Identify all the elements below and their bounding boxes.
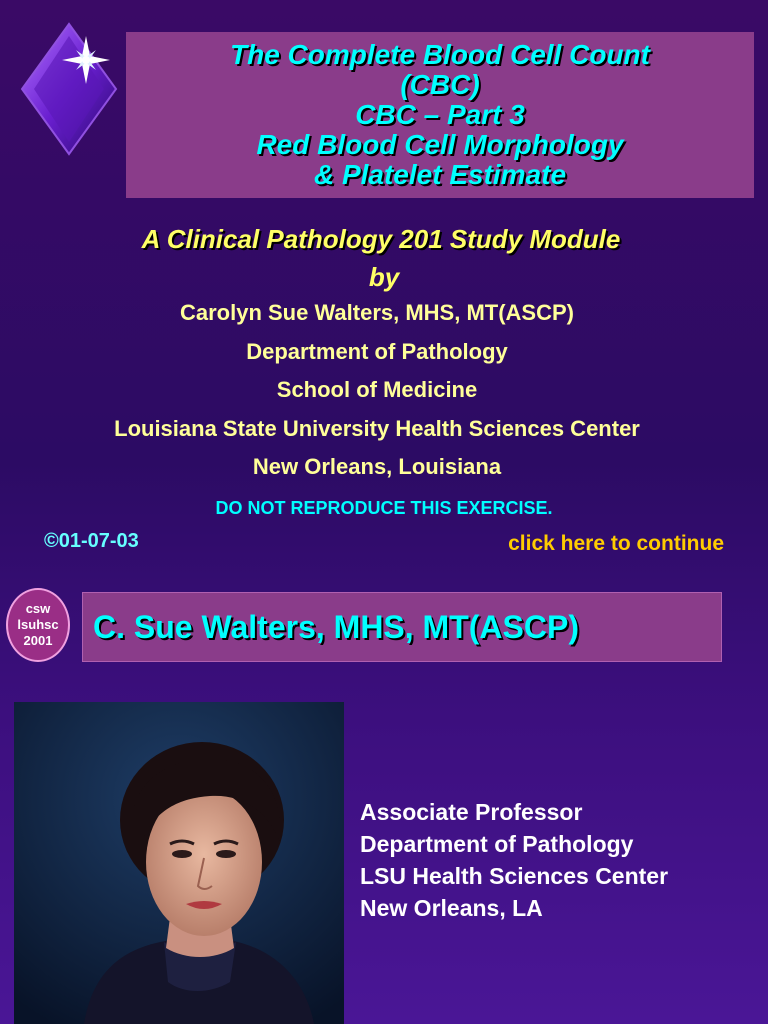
- badge-line: 2001: [23, 633, 53, 648]
- module-title: A Clinical Pathology 201 Study Module: [141, 224, 621, 254]
- university: Louisiana State University Health Sciences Center: [114, 416, 640, 441]
- reproduce-warning: DO NOT REPRODUCE THIS EXERCISE.: [215, 498, 553, 518]
- department: Department of Pathology: [246, 339, 508, 364]
- name-banner-text: C. Sue Walters, MHS, MT(ASCP): [93, 608, 579, 645]
- details-location: New Orleans, LA: [360, 895, 543, 921]
- title-line: & Platelet Estimate: [313, 159, 567, 190]
- title-line: The Complete Blood Cell Count: [230, 39, 650, 70]
- title-line: Red Blood Cell Morphology: [256, 129, 624, 160]
- badge-line: csw: [25, 601, 51, 616]
- continue-link[interactable]: click here to continue: [508, 532, 724, 555]
- details-title: Associate Professor: [360, 799, 583, 825]
- details-institution: LSU Health Sciences Center: [360, 863, 669, 889]
- title-line: (CBC): [400, 69, 480, 100]
- details-department: Department of Pathology: [360, 831, 634, 857]
- school: School of Medicine: [276, 377, 478, 402]
- portrait-photo: [14, 702, 344, 1024]
- name-banner: [82, 592, 722, 662]
- diamond-star-icon: [20, 22, 118, 156]
- badge-line: lsuhsc: [17, 617, 59, 632]
- csw-badge: [6, 588, 70, 662]
- by-label: by: [368, 262, 400, 292]
- title-box: [126, 32, 754, 198]
- author-name: Carolyn Sue Walters, MHS, MT(ASCP): [179, 300, 574, 325]
- details-block: [360, 796, 668, 924]
- location: New Orleans, Louisiana: [252, 454, 502, 479]
- copyright-date: ©01-07-03: [44, 530, 139, 552]
- title-line: CBC – Part 3: [355, 99, 525, 130]
